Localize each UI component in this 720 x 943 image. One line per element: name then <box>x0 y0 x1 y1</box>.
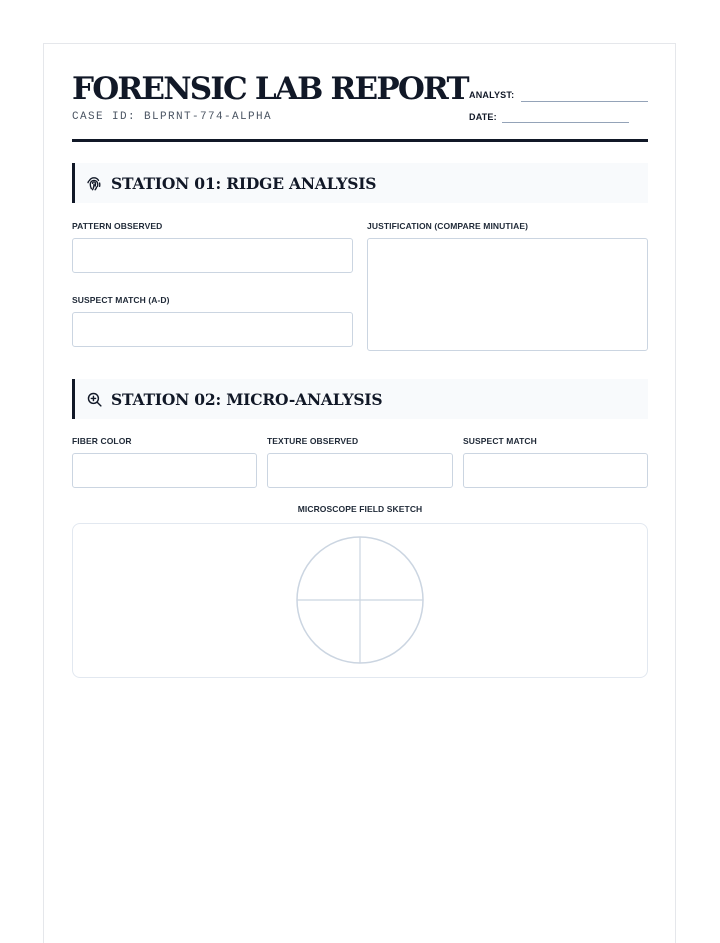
header-divider <box>72 139 648 142</box>
station-02-header <box>72 379 648 419</box>
fingerprint-icon <box>84 173 104 193</box>
microscope-sketch-area[interactable] <box>72 523 648 678</box>
fiber-color-input[interactable] <box>72 453 257 488</box>
station-01-header <box>72 163 648 203</box>
pattern-observed-input[interactable] <box>72 238 353 273</box>
station-02-title: STATION 02: MICRO-ANALYSIS <box>111 389 383 409</box>
zoom-in-icon <box>84 389 104 409</box>
analyst-label: ANALYST: <box>469 90 515 100</box>
suspect-match-input[interactable] <box>72 312 353 347</box>
suspect-match-2-label: SUSPECT MATCH <box>463 436 537 446</box>
station-01-title: STATION 01: RIDGE ANALYSIS <box>111 173 377 193</box>
justification-label: JUSTIFICATION (COMPARE MINUTIAE) <box>367 221 529 231</box>
suspect-match-label: SUSPECT MATCH (A-D) <box>72 295 170 305</box>
texture-observed-input[interactable] <box>267 453 453 488</box>
case-id: CASE ID: BLPRNT-774-ALPHA <box>72 111 273 123</box>
microscope-sketch-label: MICROSCOPE FIELD SKETCH <box>297 504 423 514</box>
suspect-match-2-input[interactable] <box>463 453 648 488</box>
date-label: DATE: <box>469 112 497 122</box>
texture-observed-label: TEXTURE OBSERVED <box>267 436 359 446</box>
microscope-field-circle <box>73 524 646 676</box>
analyst-field[interactable] <box>521 101 648 102</box>
date-field[interactable] <box>502 122 629 123</box>
justification-textarea[interactable] <box>367 238 648 351</box>
pattern-observed-label: PATTERN OBSERVED <box>72 221 163 231</box>
fiber-color-label: FIBER COLOR <box>72 436 132 446</box>
page-title: FORENSIC LAB REPORT <box>72 71 468 107</box>
